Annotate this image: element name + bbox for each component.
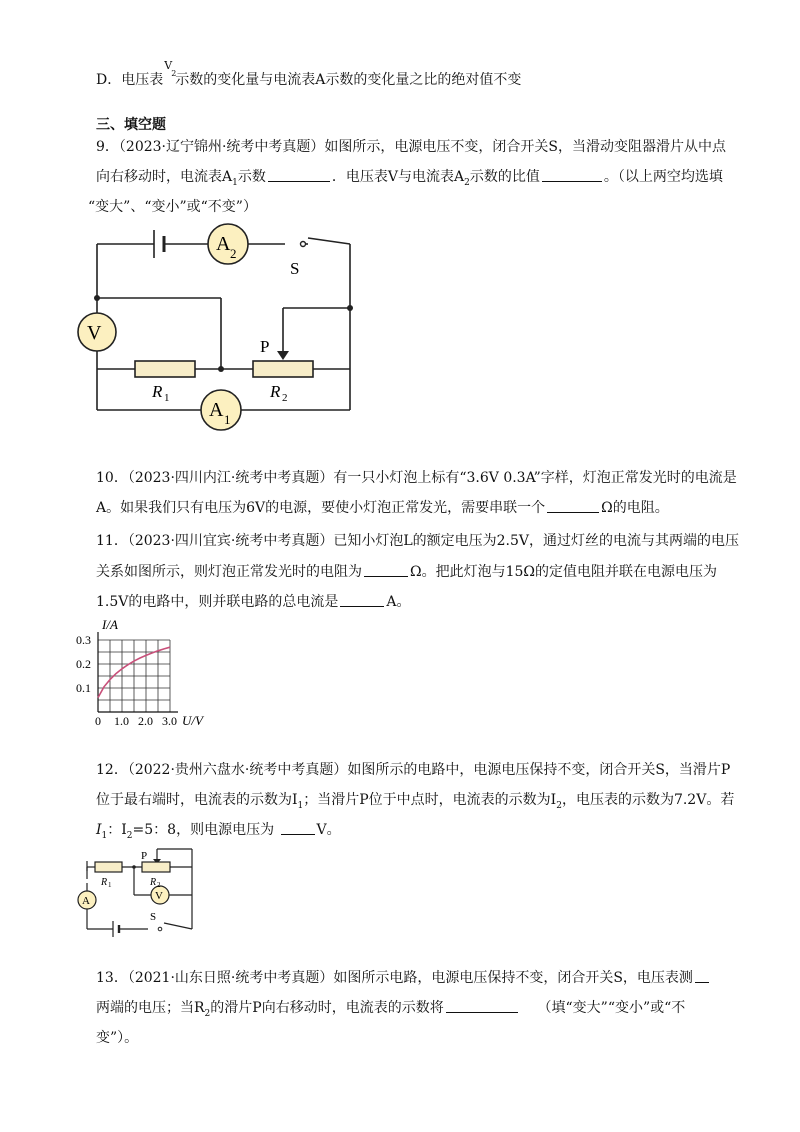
- svg-text:P: P: [260, 337, 270, 356]
- svg-text:2: 2: [157, 881, 161, 889]
- svg-text:A: A: [216, 233, 231, 255]
- svg-text:R: R: [150, 877, 157, 888]
- chart-x-tick-label: 1.0: [114, 714, 129, 728]
- chart-y-axis-label: I/A: [102, 617, 118, 632]
- q12-circuit-diagram: [70, 843, 210, 938]
- resistor-r2: [142, 862, 170, 872]
- svg-text:V: V: [155, 890, 163, 902]
- iu-chart: [70, 615, 220, 730]
- svg-text:1: 1: [164, 392, 170, 404]
- svg-text:1: 1: [224, 412, 231, 427]
- svg-text:S: S: [290, 259, 300, 278]
- q12-line3: $I_1$：$I_2=5$：8，则电源电压为 V。: [96, 822, 341, 841]
- svg-text:2: 2: [230, 246, 237, 261]
- q13-blank-1[interactable]: [695, 968, 709, 983]
- q11-line1: 11．（2023·四川宜宾·统考中考真题）已知小灯泡L的额定电压为2.5V，通过灯丝的电流与其两端的电压: [96, 533, 740, 549]
- chart-x-tick-label: 0: [95, 714, 101, 728]
- battery-icon: [154, 230, 164, 258]
- q9-line2: 向右移动时，电流表$A_1$示数 ．电压表V与电流表$A_2$示数的比值 。（以上两空均选填: [96, 169, 723, 188]
- svg-text:S: S: [150, 911, 157, 923]
- q13-line3: 变”）。: [96, 1030, 139, 1046]
- svg-text:P: P: [141, 850, 148, 862]
- q9-line1: 9．（2023·辽宁锦州·统考中考真题）如图所示，电源电压不变，闭合开关S，当滑动变阻器滑片从中点: [96, 139, 727, 155]
- svg-text:A: A: [82, 895, 90, 907]
- q11-blank-2[interactable]: [340, 592, 384, 607]
- q9-circuit-diagram: [70, 220, 370, 435]
- svg-text:R: R: [101, 877, 108, 888]
- svg-text:1: 1: [108, 881, 112, 889]
- switch-icon: [301, 242, 306, 247]
- q13-blank-2[interactable]: [446, 998, 518, 1013]
- svg-text:R: R: [270, 382, 281, 401]
- section-title: 三、填空题: [96, 117, 166, 133]
- chart-x-tick-label: 3.0: [162, 714, 177, 728]
- svg-text:V: V: [87, 322, 102, 344]
- chart-y-tick-label: 0.1: [76, 681, 91, 695]
- resistor-r1: [135, 361, 195, 377]
- q13-line1: 13．（2021·山东日照·统考中考真题）如图所示电路，电源电压保持不变，闭合开关S，电压表测: [96, 968, 711, 988]
- q10-line1: 10．（2023·四川内江·统考中考真题）有一只小灯泡上标有“3.6V 0.3A”字样，灯泡正常发光时的电流是: [96, 470, 737, 486]
- svg-text:R: R: [152, 382, 163, 401]
- q10-blank[interactable]: [547, 498, 599, 513]
- q11-blank-1[interactable]: [364, 562, 408, 577]
- option-d: D．电压表 V 2 示数的变化量与电流表A示数的变化量之比的绝对值不变: [96, 59, 522, 88]
- chart-y-tick-label: 0.2: [76, 657, 91, 671]
- chart-x-axis-label: U/V: [182, 713, 203, 728]
- q11-line2: 关系如图所示，则灯泡正常发光时的电阻为 Ω。把此灯泡与15Ω的定值电阻并联在电源电压为: [96, 564, 718, 580]
- q9-blank-2[interactable]: [542, 167, 602, 182]
- svg-text:A: A: [209, 399, 224, 421]
- voltmeter-v2-symbol: V 2: [164, 59, 177, 78]
- q11-line3: 1.5V的电路中，则并联电路的总电流是 A。: [96, 594, 411, 610]
- resistor-r1: [95, 862, 122, 872]
- q12-blank[interactable]: [281, 820, 315, 835]
- q9-line3: “变大”、“变小”或“不变”）: [88, 199, 257, 215]
- svg-text:2: 2: [282, 392, 288, 404]
- resistor-r2: [253, 361, 313, 377]
- q12-line2: 位于最右端时，电流表的示数为$I_1$；当滑片P位于中点时，电流表的示数为$I_2$，电压表的示数为7.2V。若: [96, 792, 735, 811]
- slider-arrow-icon: [277, 351, 289, 360]
- q10-line2: A。如果我们只有电压为6V的电源，要使小灯泡正常发光，需要串联一个 Ω的电阻。: [96, 500, 669, 516]
- chart-y-tick-label: 0.3: [76, 633, 91, 647]
- chart-x-tick-label: 2.0: [138, 714, 153, 728]
- q12-line1: 12．（2022·贵州六盘水·统考中考真题）如图所示的电路中，电源电压保持不变，闭合开关S，当滑片P: [96, 762, 731, 778]
- q13-line2: 两端的电压；当$R_2$的滑片P向右移动时，电流表的示数将 （填“变大”“变小”或“不: [96, 1000, 686, 1019]
- q9-blank-1[interactable]: [268, 167, 330, 182]
